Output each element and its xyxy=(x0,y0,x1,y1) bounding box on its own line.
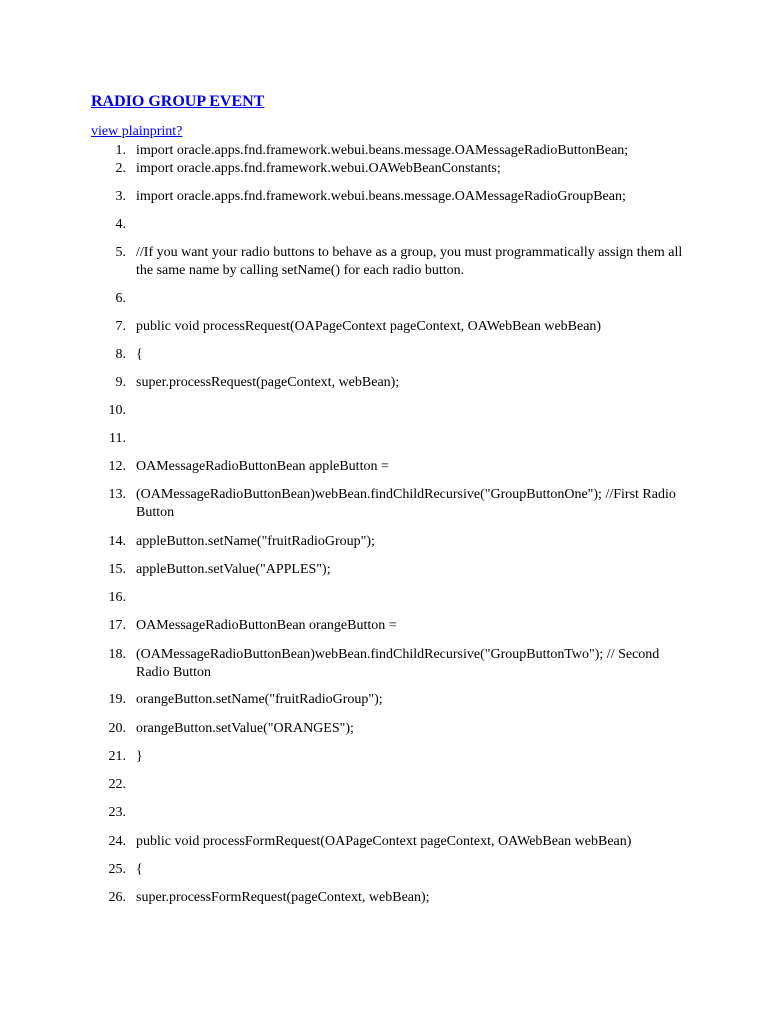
code-text: import oracle.apps.fnd.framework.webui.beans.message.OAMessageRadioGroupBean; xyxy=(136,189,626,204)
line-number: 24. xyxy=(108,834,126,849)
line-number: 23. xyxy=(108,805,126,820)
code-text: import oracle.apps.fnd.framework.webui.beans.message.OAMessageRadioButtonBean; xyxy=(136,143,629,158)
code-text: orangeButton.setName("fruitRadioGroup"); xyxy=(136,692,383,707)
code-text: super.processFormRequest(pageContext, webBean); xyxy=(136,890,430,905)
code-text: OAMessageRadioButtonBean appleButton = xyxy=(136,459,389,474)
code-text: //If you want your radio buttons to behave as a group, you must programmatically assign them all the same name by calling setName() for each radio button. xyxy=(136,245,683,278)
line-number: 8. xyxy=(115,347,126,362)
code-text: { xyxy=(136,347,143,362)
line-number: 5. xyxy=(115,245,126,260)
line-number: 3. xyxy=(115,189,126,204)
line-number: 26. xyxy=(108,890,126,905)
line-number: 2. xyxy=(115,161,126,176)
code-text: appleButton.setValue("APPLES"); xyxy=(136,562,331,577)
code-text: OAMessageRadioButtonBean orangeButton = xyxy=(136,618,397,633)
page-heading-link[interactable]: RADIO GROUP EVENT xyxy=(91,93,265,110)
code-text: (OAMessageRadioButtonBean)webBean.findChildRecursive("GroupButtonOne"); //First Radio Button xyxy=(136,487,676,520)
code-text: import oracle.apps.fnd.framework.webui.OAWebBeanConstants; xyxy=(136,161,501,176)
code-text: appleButton.setName("fruitRadioGroup"); xyxy=(136,534,375,549)
code-text: super.processRequest(pageContext, webBean); xyxy=(136,375,400,390)
line-number: 4. xyxy=(115,217,126,232)
line-number: 19. xyxy=(108,692,126,707)
code-text: (OAMessageRadioButtonBean)webBean.findChildRecursive("GroupButtonTwo"); // Second Radio Button xyxy=(136,647,660,680)
view-plainprint-link[interactable]: view plainprint? xyxy=(91,124,183,139)
line-number: 16. xyxy=(108,590,126,605)
code-text: public void processRequest(OAPageContext pageContext, OAWebBean webBean) xyxy=(136,319,602,334)
code-text: } xyxy=(136,749,143,764)
line-number: 10. xyxy=(108,403,126,418)
line-number: 21. xyxy=(108,749,126,764)
line-number: 25. xyxy=(108,862,126,877)
code-text: orangeButton.setValue("ORANGES"); xyxy=(136,721,354,736)
line-number: 12. xyxy=(108,459,126,474)
line-number: 20. xyxy=(108,721,126,736)
code-text: public void processFormRequest(OAPageContext pageContext, OAWebBean webBean) xyxy=(136,834,632,849)
line-number: 18. xyxy=(108,647,126,662)
line-number: 7. xyxy=(115,319,126,334)
line-number: 6. xyxy=(115,291,126,306)
line-number: 15. xyxy=(108,562,126,577)
line-number: 17. xyxy=(108,618,126,633)
line-number: 13. xyxy=(108,487,126,502)
line-number: 22. xyxy=(108,777,126,792)
line-number: 9. xyxy=(115,375,126,390)
line-number: 1. xyxy=(115,143,126,158)
code-text: { xyxy=(136,862,143,877)
line-number: 11. xyxy=(109,431,126,446)
line-number: 14. xyxy=(108,534,126,549)
